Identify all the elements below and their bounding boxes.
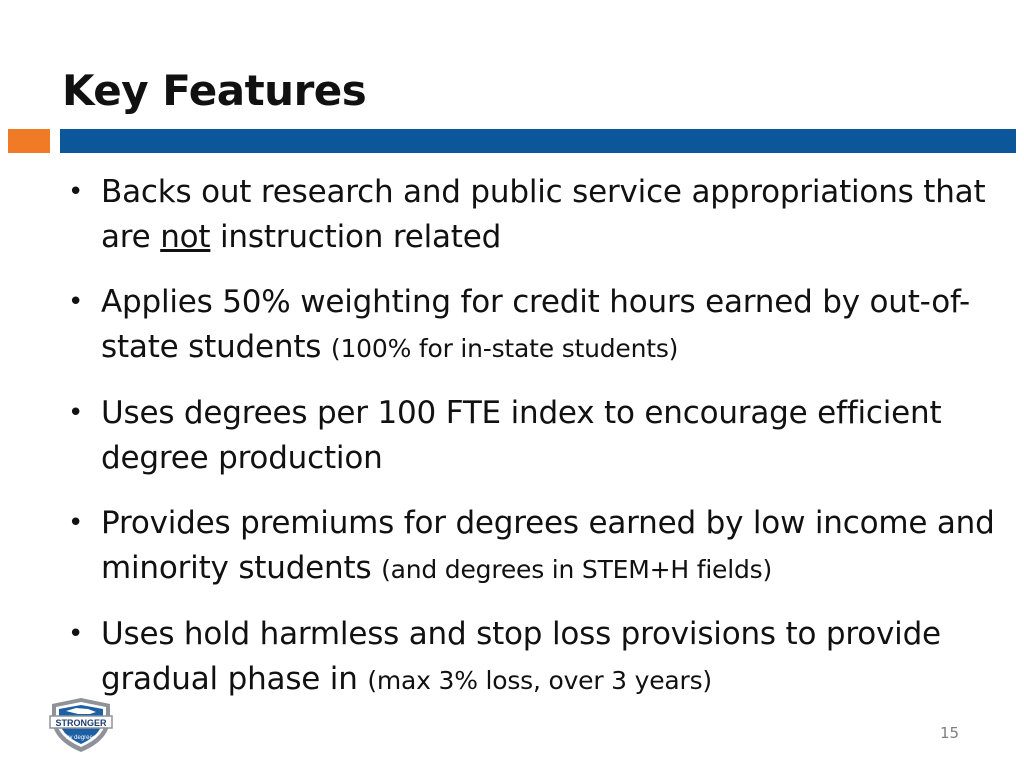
bullet-icon: •	[68, 287, 84, 317]
bullet-text: Uses degrees per 100 FTE index to encourage efficient degree production	[101, 395, 942, 476]
bullet-list	[66, 170, 996, 723]
accent-bar-blue	[60, 129, 1016, 153]
bullet-text: Uses hold harmless and stop loss provisions to provide gradual phase in	[101, 616, 941, 697]
bullet-note: (100% for in-state students)	[330, 334, 679, 363]
logo-text-main: STRONGER	[55, 718, 107, 728]
bullet-icon: •	[68, 177, 84, 207]
bullet-item	[66, 170, 996, 260]
bullet-emphasis: not	[160, 219, 211, 255]
bullet-text: Provides premiums for degrees earned by low income and minority students	[101, 505, 995, 586]
logo-text-sub: by degrees	[66, 735, 96, 741]
page-number: 15	[940, 724, 960, 742]
bullet-note: (and degrees in STEM+H fields)	[381, 555, 773, 584]
bullet-icon: •	[68, 619, 84, 649]
bullet-item	[66, 391, 996, 481]
stronger-by-degrees-logo	[48, 696, 114, 754]
bullet-item	[66, 612, 996, 703]
accent-bar-orange	[8, 129, 50, 153]
slide-title: Key Features	[62, 66, 367, 115]
bullet-item	[66, 280, 996, 371]
bullet-icon: •	[68, 398, 84, 428]
bullet-text: Applies 50% weighting for credit hours earned by out-of-state students	[101, 284, 971, 365]
bullet-note: (max 3% loss, over 3 years)	[367, 666, 712, 695]
bullet-text-rest: instruction related	[210, 219, 502, 255]
bullet-icon: •	[68, 508, 84, 538]
bullet-text: Backs out research and public service appropriations that are	[101, 174, 986, 255]
bullet-item	[66, 501, 996, 592]
